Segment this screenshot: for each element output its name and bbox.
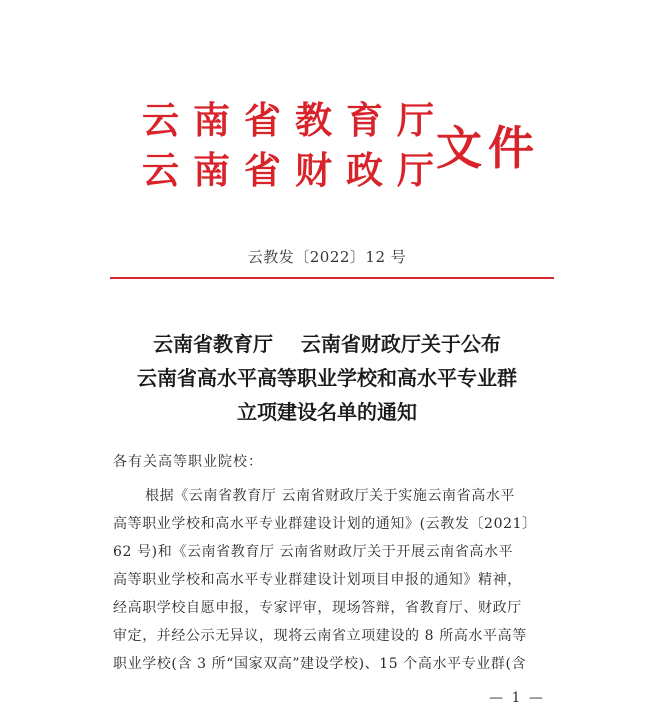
title-line-1: 云南省教育厅 云南省财政厅关于公布 <box>153 332 501 356</box>
body-line: 62 号)和《云南省教育厅 云南省财政厅关于开展云南省高水平 <box>113 544 514 560</box>
title-line-2: 云南省高水平高等职业学校和高水平专业群 <box>137 366 517 390</box>
body-line: 职业学校(含 3 所“国家双高”建设学校)、15 个高水平专业群(含 <box>113 656 527 672</box>
body-line: 根据《云南省教育厅 云南省财政厅关于实施云南省高水平 <box>145 488 516 504</box>
issuer-line-finance: 云南省财政厅 <box>142 148 448 192</box>
issuer-suffix: 文件 <box>436 121 540 175</box>
salutation: 各有关高等职业院校： <box>113 454 263 470</box>
title-line-3: 立项建设名单的通知 <box>237 400 417 424</box>
issuer-line-education: 云南省教育厅 <box>142 98 448 142</box>
document-number: 云教发〔2022〕12 号 <box>247 248 407 266</box>
body-line: 高等职业学校和高水平专业群建设计划项目申报的通知》精神， <box>113 572 522 588</box>
body-line: 审定，并经公示无异议，现将云南省立项建设的 8 所高水平高等 <box>113 628 527 644</box>
issuer-header <box>142 98 542 202</box>
red-divider-line <box>110 277 554 279</box>
body-line: 经高职学校自愿申报，专家评审，现场答辩，省教育厅、财政厅 <box>113 600 522 616</box>
body-line: 高等职业学校和高水平专业群建设计划的通知》(云教发〔2021〕 <box>113 516 537 532</box>
page-number: — 1 — <box>489 690 545 706</box>
